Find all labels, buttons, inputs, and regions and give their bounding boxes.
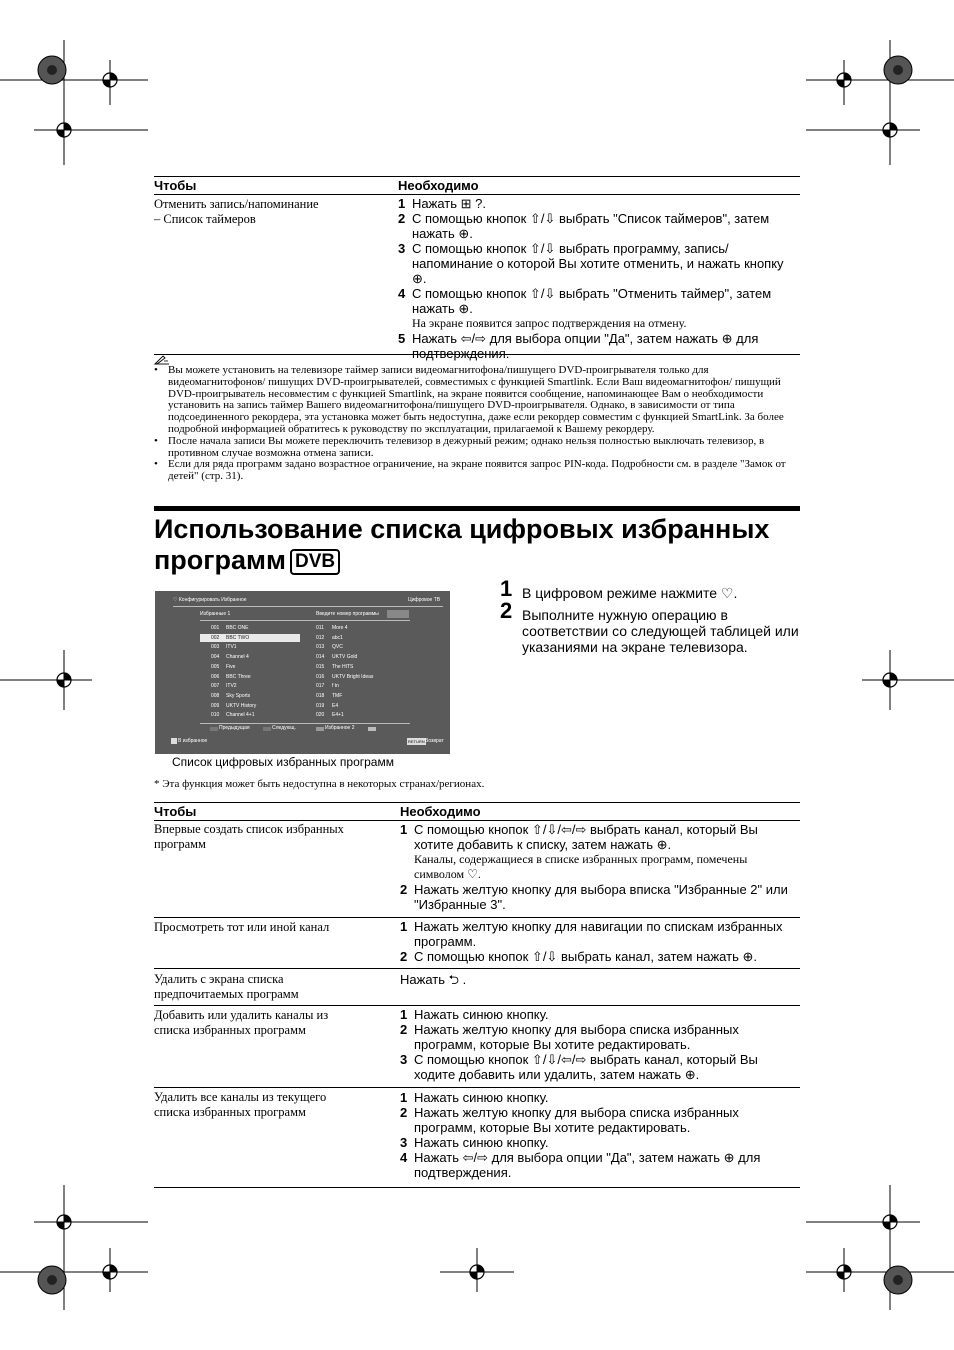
tv-channel-number: 017	[316, 683, 325, 690]
tv-channel-number: 003	[211, 644, 220, 651]
table1-left-line1: Отменить запись/напоминание	[154, 197, 319, 211]
table2-row1-left: Впервые создать список избранных программ	[154, 822, 344, 851]
tv-channel-number: 018	[316, 692, 325, 699]
step-number: 3	[400, 1052, 408, 1067]
table2-row5-step-2	[400, 1105, 800, 1135]
tv-channel-name: UKTV History	[226, 702, 257, 709]
step-number: 2	[400, 949, 408, 964]
table2-bottom-rule	[154, 1187, 800, 1188]
tv-caption: Список цифровых избранных программ	[172, 755, 394, 769]
tv-channel-name: ITV1	[226, 644, 237, 651]
step-number: 1	[400, 1090, 408, 1105]
tv-channel-name: QVC	[332, 644, 343, 651]
page-title-text: Использование списка цифровых избранных программ	[154, 514, 770, 575]
table2-row1-step-1	[400, 822, 800, 882]
intro-step-1	[500, 576, 810, 601]
table2-col2-header: Необходимо	[400, 804, 481, 819]
step-number: 5	[398, 331, 406, 346]
note-text: Если для ряда программ задано возрастное ограничение, на экране появится запрос PIN-кода. Подробности см. в разделе "Замок от детей" (стр. 31).	[168, 458, 786, 483]
table2-row2-step-2	[400, 949, 800, 964]
table1-step-4	[398, 286, 800, 331]
table2-row4-step-3	[400, 1052, 800, 1082]
table2-row5-steps	[400, 1090, 800, 1180]
table1-step-2	[398, 211, 800, 241]
tv-channel-name: BBC Three	[226, 673, 251, 680]
tv-channel-number: 012	[316, 634, 325, 641]
tv-footer-rule	[200, 723, 410, 724]
table1-bottom-rule	[154, 354, 800, 355]
step-text: С помощью кнопок ⇧/⇩ выбрать "Список таймеров", затем нажать ⊕.	[412, 211, 770, 241]
tv-channel-name: abc1	[332, 634, 343, 641]
table2-row-rule	[154, 1087, 800, 1088]
red-key-icon	[210, 727, 218, 731]
table2-row2-step-1	[400, 919, 800, 949]
note-item: • После начала записи Вы можете переключить телевизор в дежурный режим; однако нельзя полностью выключать телевизор, в противном случае возможна отмена записи.	[154, 434, 765, 459]
page-title	[154, 514, 834, 576]
tv-channel-name: Channel 4+1	[226, 712, 255, 719]
tv-channel-number: 020	[316, 712, 325, 719]
table2-row4-left: Добавить или удалить каналы из списка избранных программ	[154, 1008, 329, 1037]
tv-channel-name: UKTV Bright Ideas	[332, 673, 374, 680]
intro-steps	[500, 576, 810, 661]
notes-list	[154, 365, 800, 483]
tv-channel-name: More 4	[332, 625, 348, 631]
table1-step-5	[398, 331, 800, 361]
tv-channel-number: 004	[211, 654, 220, 661]
tv-channel-name: The HITS	[332, 663, 354, 670]
step-text: С помощью кнопок ⇧/⇩ выбрать "Отменить таймер", затем нажать ⊕.	[412, 286, 772, 316]
step-text: Нажать синюю кнопку.	[414, 1090, 549, 1105]
tv-channel-number: 019	[316, 702, 325, 709]
tv-channel-number: 008	[211, 692, 220, 699]
step-number: 4	[400, 1150, 408, 1165]
tv-channel-number: 014	[316, 654, 325, 661]
tv-channel-name: ITV2	[226, 683, 237, 690]
tv-channel-name: BBC TWO	[226, 634, 250, 641]
tv-channel-number: 007	[211, 683, 220, 690]
step-text: В цифровом режиме нажмите ♡.	[522, 585, 738, 601]
tv-list-title: Избранные 1	[200, 611, 231, 617]
dvb-logo-icon: DVB	[290, 549, 340, 575]
tv-channel-name: Channel 4	[226, 654, 249, 661]
table2-row4-steps	[400, 1007, 800, 1082]
table1-steps	[398, 196, 800, 361]
table2-row-rule	[154, 917, 800, 918]
step-text: Нажать ⇦/⇨ для выбора опции "Да", затем нажать ⊕ для подтверждения.	[414, 1150, 761, 1180]
step-number: 1	[400, 919, 408, 934]
step-note: Каналы, содержащиеся в списке избранных программ, помечены символом ♡.	[414, 852, 748, 881]
step-text: Нажать синюю кнопку.	[414, 1007, 549, 1022]
step-number: 2	[400, 1105, 408, 1120]
table2-row1-step-2	[400, 882, 800, 912]
table2-row5-step-3	[400, 1135, 800, 1150]
step-text: С помощью кнопок ⇧/⇩ выбрать программу, запись/ напоминание о которой Вы хотите отменить, и нажать кнопку ⊕.	[412, 241, 784, 286]
table2-row4-step-1	[400, 1007, 800, 1022]
green-key-icon	[263, 727, 271, 731]
tv-channel-name: Sky Sports	[226, 692, 251, 699]
tv-input-hint: Введите номер программы	[316, 611, 379, 617]
table1-row-left	[154, 197, 384, 227]
tv-channel-name: f tn	[332, 683, 339, 690]
tv-list-rule	[200, 620, 410, 621]
step-number: 3	[400, 1135, 408, 1150]
step-note: На экране появится запрос подтверждения на отмену.	[412, 316, 687, 330]
tv-channel-number: 009	[211, 702, 220, 709]
blue-key-icon	[368, 727, 376, 731]
ok-key-icon	[171, 738, 177, 744]
table2-row2-left: Просмотреть тот или иной канал	[154, 920, 330, 934]
note-item: • Если для ряда программ задано возрастное ограничение, на экране появится запрос PIN-кода. Подробности см. в разделе "Замок от детей" (стр. 31).	[154, 458, 786, 483]
table2-row5-left: Удалить все каналы из текущего списка избранных программ	[154, 1090, 327, 1119]
step-number: 2	[400, 1022, 408, 1037]
tv-channel-number: 010	[211, 712, 220, 719]
step-text: Нажать желтую кнопку для выбора вписка "Избранные 2" или "Избранные 3".	[414, 882, 788, 912]
table2-header-rule	[154, 820, 800, 821]
step-number: 1	[400, 822, 408, 837]
tv-channel-number: 001	[211, 625, 220, 631]
step-text: Нажать желтую кнопку для навигации по спискам избранных программ.	[414, 919, 783, 949]
tv-channel-name: BBC ONE	[226, 625, 249, 631]
step-number: 2	[398, 211, 406, 226]
step-number: 1	[400, 1007, 408, 1022]
tv-number-input	[387, 610, 409, 618]
footnote: * Эта функция может быть недоступна в некоторых странах/регионах.	[154, 778, 485, 790]
tv-header-left: ♡ Конфигурировать Избранное	[173, 597, 247, 603]
tv-channel-number: 006	[211, 673, 220, 680]
table1-step-1	[398, 196, 800, 211]
step-number: 1	[500, 576, 513, 601]
step-text: Нажать синюю кнопку.	[414, 1135, 549, 1150]
tv-channel-name: UKTV Gold	[332, 654, 358, 661]
note-item: • Вы можете установить на телевизоре таймер записи видеомагнитофона/пишущего DVD-проигрывателя только для видеомагнитофонов/ пишущих DVD-проигрывателей, совместимых с функцией Smartlink. Если Ваш видеомагнитофон/ пишущий DVD-проигрыватель несовместим с функцией Smartlink, на экране появится сообщение, напоминающее Вам о необходимости установить на запись таймер Вашего видеомагнитофона/пишущего DVD-проигрывателя. Однако, в зависимости от типа подсоединенного рекордера, эта установка может быть недоступна, даже если рекордер совместим с функцией SmartLink. За более подробной информацией обратитесь к руководству по эксплуатации, прилагаемой к Вашему рекордеру.	[154, 364, 784, 435]
tv-bottom-left: В избранное	[178, 738, 208, 744]
table2-row5-step-1	[400, 1090, 800, 1105]
table2-row-rule	[154, 1005, 800, 1006]
tv-screen-illustration	[155, 591, 450, 754]
tv-channel-number: 011	[316, 625, 324, 631]
note-text: После начала записи Вы можете переключить телевизор в дежурный режим; однако нельзя полностью выключать телевизор, в противном случае возможна отмена записи.	[168, 434, 765, 459]
tv-bottom-right: Возврат	[425, 738, 444, 744]
table2-row4-step-2	[400, 1022, 800, 1052]
table2-row2-steps	[400, 919, 800, 964]
table2-col1-header: Чтобы	[154, 804, 197, 819]
tv-channel-number: 005	[211, 663, 220, 670]
tv-channel-name: Five	[226, 663, 236, 670]
step-number: 4	[398, 286, 406, 301]
intro-step-2	[500, 598, 810, 655]
step-number: 2	[500, 598, 513, 623]
step-text: Нажать ⇦/⇨ для выбора опции "Да", затем нажать ⊕ для подтверждения.	[412, 331, 759, 361]
tv-footer-next: Следующ.	[272, 725, 296, 731]
step-text: С помощью кнопок ⇧/⇩/⇦/⇨ выбрать канал, который Вы ходите добавить или удалить, затем нажать ⊕.	[414, 1052, 758, 1082]
table2-row-rule	[154, 968, 800, 969]
tv-channel-name: E4+1	[332, 712, 344, 719]
table2-top-rule	[154, 802, 800, 803]
step-text: Нажать желтую кнопку для выбора списка избранных программ, которые Вы хотите редактировать.	[414, 1105, 739, 1135]
step-text: С помощью кнопок ⇧/⇩/⇦/⇨ выбрать канал, который Вы хотите добавить к списку, затем нажать ⊕.	[414, 822, 758, 852]
tv-channel-number: 002	[211, 634, 220, 641]
table1-top-rule	[154, 176, 800, 177]
tv-header-right: Цифровое ТВ	[408, 597, 441, 603]
tv-channel-number: 013	[316, 644, 325, 651]
step-text: С помощью кнопок ⇧/⇩ выбрать канал, затем нажать ⊕.	[414, 949, 757, 964]
step-text: Нажать ⊞ ?.	[412, 196, 486, 211]
section-divider	[154, 506, 800, 511]
table2-row3-plain: Нажать ⮌ .	[400, 972, 467, 987]
tv-footer-fav2: Избранное 2	[325, 725, 355, 731]
yellow-key-icon	[316, 727, 324, 731]
step-number: 2	[400, 882, 408, 897]
step-number: 3	[398, 241, 406, 256]
table1-header-rule	[154, 194, 800, 195]
note-text: Вы можете установить на телевизоре таймер записи видеомагнитофона/пишущего DVD-проигрывателя только для видеомагнитофонов/ пишущих DVD-проигрывателей, совместимых с функцией Smartlink. Если Ваш видеомагнитофон/ пишущий DVD-проигрыватель несовместим с функцией Smartlink, на экране появится сообщение, напоминающее Вам о необходимости установить на запись таймер Вашего видеомагнитофона/пишущего DVD-проигрывателя. Однако, в зависимости от типа подсоединенного рекордера, эта установка может быть недоступна, даже если рекордер совместим с функцией SmartLink. За более подробной информацией обратитесь к руководству по эксплуатации, прилагаемой к Вашему рекордеру.	[168, 364, 784, 435]
table1-left-line2: – Список таймеров	[154, 212, 256, 226]
tv-channel-name: E4	[332, 702, 339, 709]
step-number: 1	[398, 196, 406, 211]
tv-channel-number: 016	[316, 673, 325, 680]
tv-return-key: RETURN	[408, 739, 425, 744]
table2-row3-left: Удалить с экрана списка предпочитаемых программ	[154, 972, 299, 1001]
table1-col2-header: Необходимо	[398, 178, 479, 193]
tv-footer-prev: Предыдущая	[219, 725, 250, 731]
table2-row5-step-4	[400, 1150, 800, 1180]
step-text: Нажать желтую кнопку для выбора списка избранных программ, которые Вы хотите редактировать.	[414, 1022, 739, 1052]
tv-header-rule	[173, 606, 443, 607]
table1-step-3	[398, 241, 800, 286]
table1-col1-header: Чтобы	[154, 178, 197, 193]
table2-row1-steps	[400, 822, 800, 912]
step-text: Выполните нужную операцию в соответствии со следующей таблицей или указаниями на экране телевизора.	[522, 607, 799, 655]
tv-channel-number: 015	[316, 663, 325, 670]
tv-channel-name: TMF	[332, 692, 343, 699]
